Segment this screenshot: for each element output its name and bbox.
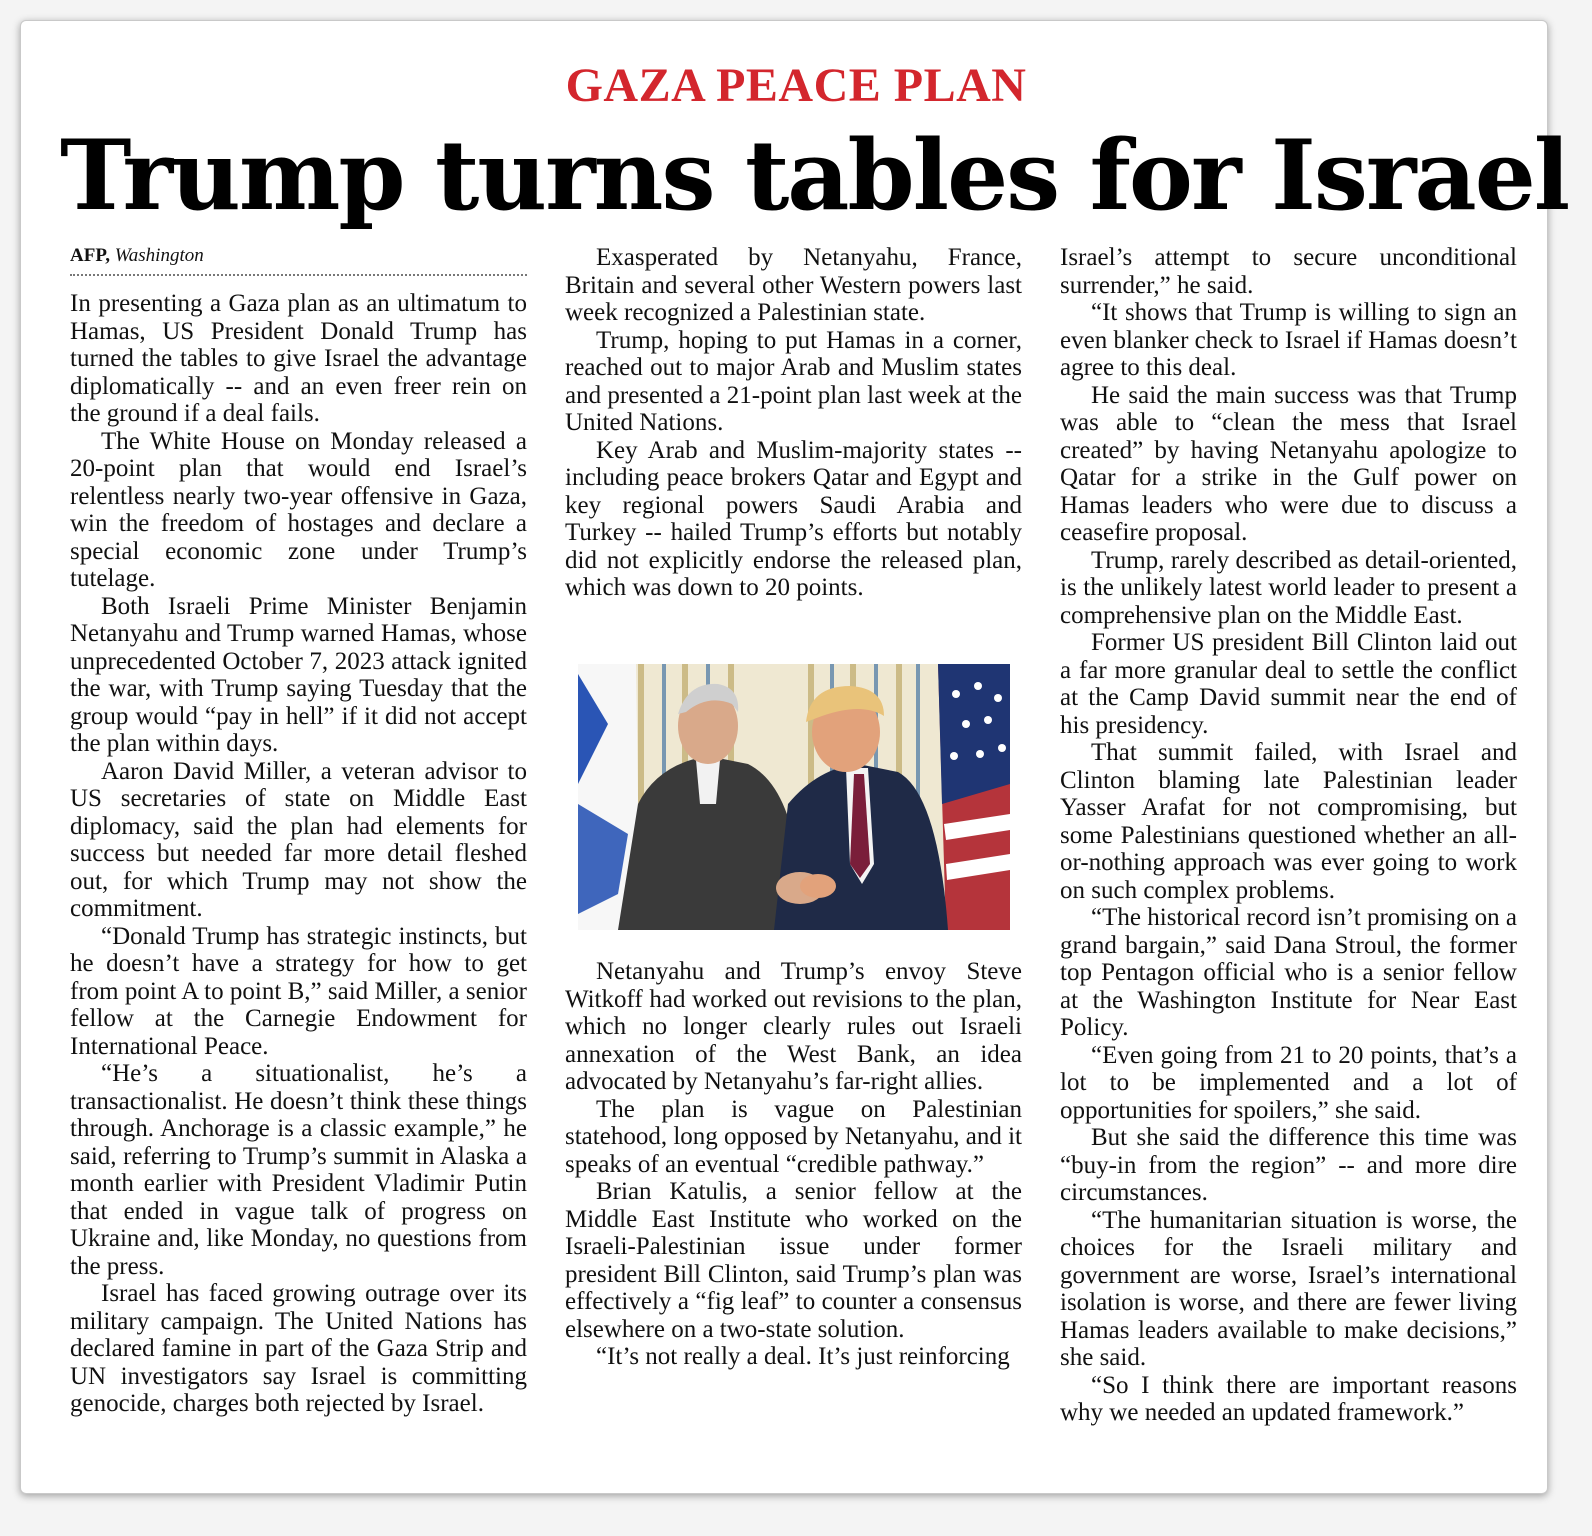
paragraph: “It’s not really a deal. It’s just reinforcing [596,1343,1010,1370]
paragraph: The White House on Monday released a 20-point plan that would end Israel’s relentless nearly two-year offensive in Gaza, win the freedom of hostages and declare a special economic zone under Trump’s tutelage. [70,427,527,592]
photo-illustration [578,664,1010,930]
paragraph: “So I think there are important reasons why we needed an updated framework.” [1060,1371,1517,1426]
article-column-2-top [565,244,1022,602]
article-headline: Trump turns tables for Israel [60,119,1569,232]
paragraph: “Donald Trump has strategic instincts, but he doesn’t have a strategy for how to get from point A to point B,” said Miller, a senior fellow at the Carnegie Endowment for International Peace. [70,922,527,1060]
paragraph: “The historical record isn’t promising on a grand bargain,” said Dana Stroul, the former top Pentagon official who is a senior fellow at the Washington Institute for Near East Policy. [1060,904,1517,1041]
paragraph: Trump, hoping to put Hamas in a corner, reached out to major Arab and Muslim states and presented a 21-point plan last week at the United Nations. [565,326,1022,436]
paragraph: In presenting a Gaza plan as an ultimatum to Hamas, US President Donald Trump has turned the tables to give Israel the advantage diplomatically -- and an even freer rein on the ground if a deal fails. [70,290,527,427]
byline-agency: AFP, [70,245,110,266]
paragraph: Israel has faced growing outrage over its military campaign. The United Nations has declared famine in part of the Gaza Strip and UN investigators say Israel is committing genocide, charges both rejected by Israel. [70,1280,527,1417]
article-column-2-bottom [565,958,1022,1371]
paragraph: Brian Katulis, a senior fellow at the Middle East Institute who worked on the Israeli-Palestinian issue under former president Bill Clinton, said Trump’s plan was effectively a “fig leaf” to counter a consensus elsewhere on a two-state solution. [565,1178,1022,1343]
paragraph: Trump, rarely described as detail-oriented, is the unlikely latest world leader to present a comprehensive plan on the Middle East. [1060,546,1517,629]
paragraph: “The humanitarian situation is worse, the choices for the Israeli military and government are worse, Israel’s international isolation is worse, and there are fewer living Hamas leaders available to make decisions,” she said. [1060,1206,1517,1371]
paragraph: The plan is vague on Palestinian statehood, long opposed by Netanyahu, and it speaks of an eventual “credible pathway.” [565,1095,1022,1178]
paragraph: “Even going from 21 to 20 points, that’s a lot to be implemented and a lot of opportunities for spoilers,” she said. [1060,1041,1517,1124]
byline-location: Washington [114,245,204,266]
byline [70,244,527,268]
paragraph: Key Arab and Muslim-majority states -- including peace brokers Qatar and Egypt and key regional powers Saudi Arabia and Turkey -- hailed Trump’s efforts but notably did not explicitly endorse the released plan, which was down to 20 points. [565,436,1022,601]
paragraph: “It shows that Trump is willing to sign an even blanker check to Israel if Hamas doesn’t agree to this deal. [1060,299,1517,381]
paragraph: “He’s a situationalist, he’s a transactionalist. He doesn’t think these things through. Anchorage is a classic example,” he said, referring to Trump’s summit in Alaska a month earlier with President Vladimir Putin that ended in vague talk of progress on Ukraine and, like Monday, no questions from the press. [70,1060,527,1280]
paragraph: That summit failed, with Israel and Clinton blaming late Palestinian leader Yasser Arafat for not compromising, but some Palestinians questioned whether an all-or-nothing approach was ever going to work on such complex problems. [1060,739,1517,904]
paragraph: Netanyahu and Trump’s envoy Steve Witkoff had worked out revisions to the plan, which no longer clearly rules out Israeli annexation of the West Bank, an idea advocated by Netanyahu’s far-right allies. [565,958,1022,1095]
paragraph: Aaron David Miller, a veteran advisor to US secretaries of state on Middle East diplomacy, said the plan had elements for success but needed far more detail fleshed out, for which Trump may not show the commitment. [70,757,527,922]
byline-divider [70,274,527,276]
paragraph: But she said the difference this time was “buy-in from the region” -- and more dire circumstances. [1060,1124,1517,1206]
article-column-3 [1060,244,1517,1427]
paragraph: Both Israeli Prime Minister Benjamin Netanyahu and Trump warned Hamas, whose unprecedented October 7, 2023 attack ignited the war, with Trump saying Tuesday that the group would “pay in hell” if it did not accept the plan within days. [70,592,527,757]
paragraph: Former US president Bill Clinton laid out a far more granular deal to settle the conflict at the Camp David summit near the end of his presidency. [1060,629,1517,739]
section-kicker: GAZA PEACE PLAN [565,59,1027,112]
paragraph: Exasperated by Netanyahu, France, Britain and several other Western powers last week recognized a Palestinian state. [565,244,1022,326]
paragraph: Israel’s attempt to secure unconditional surrender,” he said. [1060,244,1517,299]
handshake-photo [578,664,1010,930]
paragraph: He said the main success was that Trump was able to “clean the mess that Israel created” by having Netanyahu apologize to Qatar for a strike in the Gulf power on Hamas leaders who were due to discuss a ceasefire proposal. [1060,381,1517,546]
article-column-1 [70,244,527,1418]
